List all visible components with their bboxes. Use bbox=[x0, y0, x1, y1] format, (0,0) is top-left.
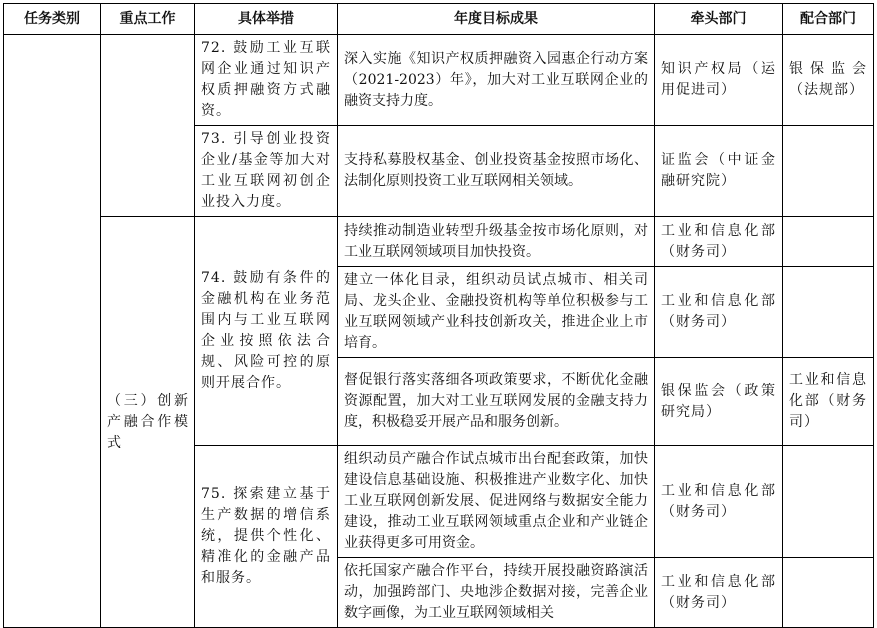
annual-goal-cell: 持续推动制造业转型升级基金按市场化原则，对工业互联网领域项目加快投资。 bbox=[338, 217, 655, 267]
lead-department-cell: 证监会（中证金融研究院） bbox=[655, 126, 783, 217]
cooperating-department-cell: 工业和信息化部（财务司） bbox=[783, 358, 874, 446]
header-lead-department: 牵头部门 bbox=[655, 4, 783, 35]
lead-department-cell: 工业和信息化部（财务司） bbox=[655, 267, 783, 358]
annual-goal-cell: 督促银行落实落细各项政策要求，不断优化金融资源配置，加大对工业互联网发展的金融支持力度，积极稳妥开展产品和服务创新。 bbox=[338, 358, 655, 446]
cooperating-department-cell bbox=[783, 217, 874, 267]
cooperating-department-cell: 银保监会（法规部） bbox=[783, 35, 874, 126]
measure-75: 75. 探索建立基于生产数据的增信系统，提供个性化、精准化的金融产品和服务。 bbox=[195, 446, 338, 628]
lead-department-cell: 工业和信息化部（财务司） bbox=[655, 558, 783, 628]
header-task-type: 任务类别 bbox=[4, 4, 101, 35]
lead-department-cell: 银保监会（政策研究局） bbox=[655, 358, 783, 446]
annual-goal-cell: 建立一体化目录，组织动员试点城市、相关司局、龙头企业、金融投资机构等单位积极参与工业互联网领域产业科技创新攻关，推进企业上市培育。 bbox=[338, 267, 655, 358]
table-row bbox=[4, 35, 874, 126]
table-row bbox=[4, 217, 874, 267]
annual-goal-cell: 组织动员产融合作试点城市出台配套政策，加快建设信息基础设施、积极推进产业数字化、加快工业互联网创新发展、促进网络与数据安全能力建设，推动工业互联网领域重点企业和产业链企业获得更多可用资金。 bbox=[338, 446, 655, 558]
lead-department-cell: 知识产权局（运用促进司） bbox=[655, 35, 783, 126]
key-work-cell: （三）创新产融合作模式 bbox=[101, 217, 195, 628]
annual-goal-cell: 依托国家产融合作平台，持续开展投融资路演活动，加强跨部门、央地涉企数据对接，完善企业数字画像，为工业互联网领域相关 bbox=[338, 558, 655, 628]
header-measures: 具体举措 bbox=[195, 4, 338, 35]
header-cooperating-department: 配合部门 bbox=[783, 4, 874, 35]
lead-department-cell: 工业和信息化部（财务司） bbox=[655, 446, 783, 558]
cooperating-department-cell bbox=[783, 267, 874, 358]
key-work-cell-empty bbox=[101, 35, 195, 217]
cooperating-department-cell bbox=[783, 558, 874, 628]
measure-72: 72. 鼓励工业互联网企业通过知识产权质押融资方式融资。 bbox=[195, 35, 338, 126]
measure-74: 74. 鼓励有条件的金融机构在业务范围内与工业互联网企业按照依法合规、风险可控的原则开展合作。 bbox=[195, 217, 338, 446]
annual-goal-cell: 支持私募股权基金、创业投资基金按照市场化、法制化原则投资工业互联网相关领域。 bbox=[338, 126, 655, 217]
header-annual-goals: 年度目标成果 bbox=[338, 4, 655, 35]
measure-73: 73. 引导创业投资企业/基金等加大对工业互联网初创企业投入力度。 bbox=[195, 126, 338, 217]
header-row bbox=[4, 4, 874, 35]
cooperating-department-cell bbox=[783, 126, 874, 217]
cooperating-department-cell bbox=[783, 446, 874, 558]
lead-department-cell: 工业和信息化部（财务司） bbox=[655, 217, 783, 267]
header-key-work: 重点工作 bbox=[101, 4, 195, 35]
policy-table bbox=[3, 3, 874, 628]
task-type-cell bbox=[4, 35, 101, 628]
annual-goal-cell: 深入实施《知识产权质押融资入园惠企行动方案（2021-2023）年》，加大对工业互联网企业的融资支持力度。 bbox=[338, 35, 655, 126]
